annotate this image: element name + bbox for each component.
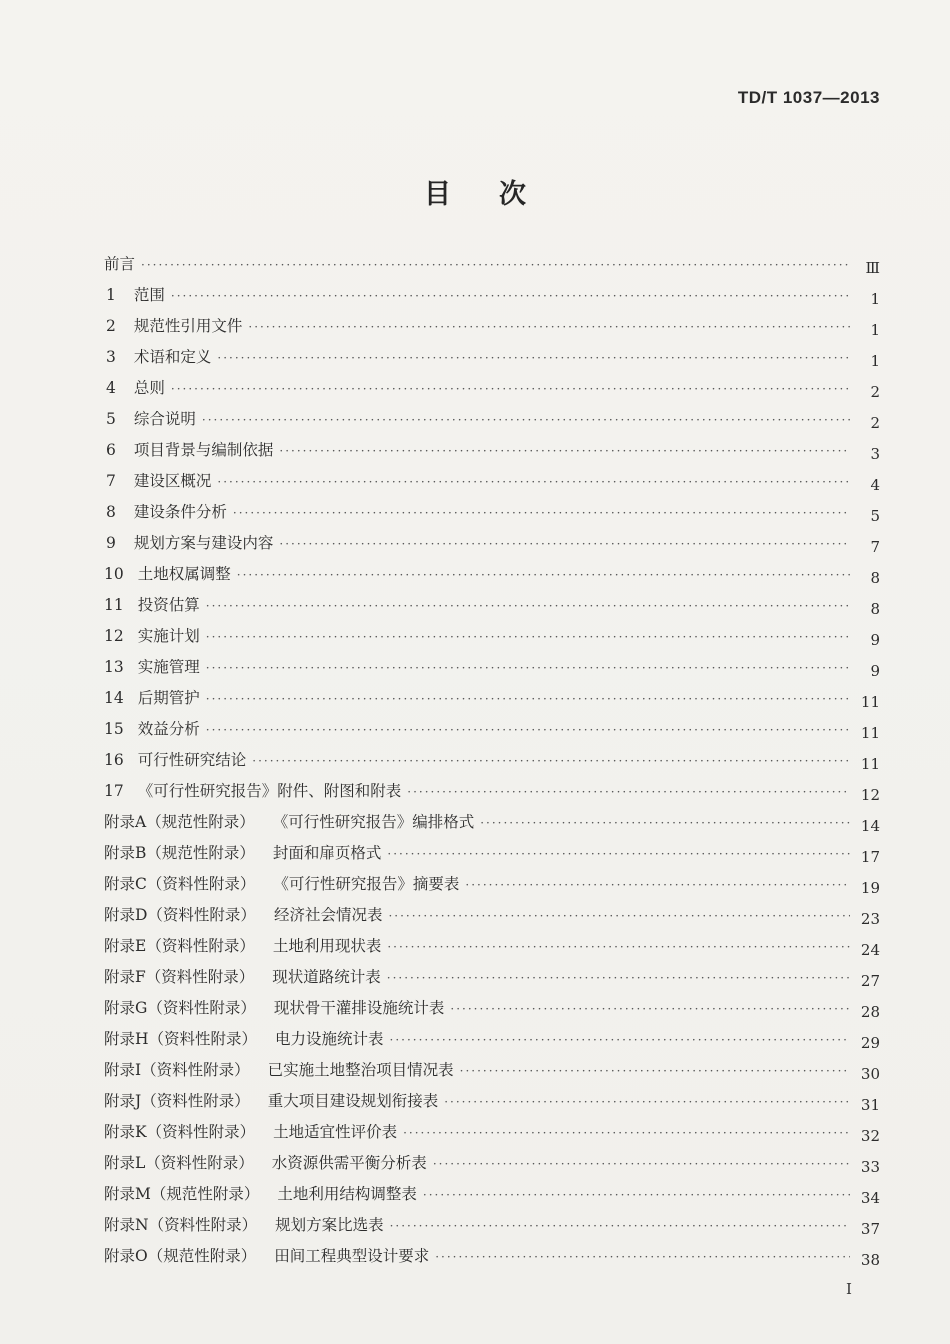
toc-entry-title: 《可行性研究报告》编排格式 xyxy=(272,813,475,831)
toc-entry-number: 9 xyxy=(106,534,116,552)
toc-entry-title: 土地适宜性评价表 xyxy=(273,1123,398,1141)
toc-leader-dots xyxy=(237,568,850,582)
toc-entry-number: 附录M（规范性附录） xyxy=(104,1185,260,1203)
toc-entry[interactable] xyxy=(104,748,880,779)
toc-entry[interactable] xyxy=(104,686,880,717)
toc-entry[interactable] xyxy=(104,717,880,748)
toc-entry-title: 规范性引用文件 xyxy=(133,317,243,335)
toc-entry-page: 1 xyxy=(870,321,880,339)
toc-entry-number: 14 xyxy=(104,689,124,707)
toc-entry[interactable] xyxy=(104,531,880,562)
toc-leader-dots xyxy=(423,1188,850,1202)
toc-entry[interactable] xyxy=(104,314,880,345)
toc-leader-dots xyxy=(444,1095,850,1109)
toc-entry-number: 7 xyxy=(106,472,116,490)
toc-leader-dots xyxy=(390,1033,850,1047)
toc-entry-title: 实施管理 xyxy=(137,658,200,676)
toc-entry-number: 5 xyxy=(106,410,116,428)
toc-leader-dots xyxy=(407,785,850,799)
toc-entry-title: 规划方案与建设内容 xyxy=(133,534,274,552)
toc-entry-title: 后期管护 xyxy=(137,689,200,707)
toc-entry-title: 电力设施统计表 xyxy=(275,1030,384,1048)
toc-entry-number: 2 xyxy=(106,317,116,335)
toc-entry-title: 实施计划 xyxy=(137,627,200,645)
toc-leader-dots xyxy=(450,1002,850,1016)
toc-entry-title: 重大项目建设规划衔接表 xyxy=(267,1092,439,1110)
toc-entry-number: 16 xyxy=(104,751,124,769)
toc-entry[interactable] xyxy=(104,1244,880,1275)
toc-entry-title: 《可行性研究报告》摘要表 xyxy=(273,875,460,893)
toc-leader-dots xyxy=(217,475,850,489)
toc-entry[interactable] xyxy=(104,283,880,314)
toc-entry-page: 11 xyxy=(860,693,880,711)
toc-entry-number: 附录B（规范性附录） xyxy=(104,844,255,862)
toc-entry-number: 6 xyxy=(106,441,116,459)
toc-entry-page: 9 xyxy=(870,662,880,680)
toc-entry-title: 项目背景与编制依据 xyxy=(133,441,274,459)
toc-entry-page: Ⅲ xyxy=(865,259,880,277)
toc-entry-number: 12 xyxy=(104,627,124,645)
toc-entry-title: 前言 xyxy=(104,255,136,273)
toc-entry-page: 12 xyxy=(860,786,880,804)
toc-entry-number: 附录O（规范性附录） xyxy=(104,1247,257,1265)
toc-entry[interactable] xyxy=(104,500,880,531)
toc-entry[interactable] xyxy=(104,407,880,438)
toc-entry[interactable] xyxy=(104,655,880,686)
toc-entry-page: 1 xyxy=(870,290,880,308)
toc-entry-number: 附录K（资料性附录） xyxy=(104,1123,256,1141)
toc-entry-title: 规划方案比选表 xyxy=(275,1216,384,1234)
toc-entry-number: 附录J（资料性附录） xyxy=(104,1092,250,1110)
toc-entry[interactable] xyxy=(104,252,880,283)
toc-leader-dots xyxy=(435,1250,850,1264)
toc-entry-number: 附录L（资料性附录） xyxy=(104,1154,254,1172)
toc-entry[interactable] xyxy=(104,624,880,655)
toc-entry[interactable] xyxy=(104,1058,880,1089)
toc-entry-title: 建设条件分析 xyxy=(133,503,227,521)
toc-entry-title: 土地利用现状表 xyxy=(272,937,382,955)
toc-entry-page: 28 xyxy=(860,1003,880,1021)
toc-entry-title: 效益分析 xyxy=(137,720,200,738)
toc-leader-dots xyxy=(465,878,850,892)
toc-entry-page: 29 xyxy=(860,1034,880,1052)
toc-entry[interactable] xyxy=(104,593,880,624)
toc-entry-title: 投资估算 xyxy=(137,596,200,614)
toc-entry-page: 19 xyxy=(860,879,880,897)
toc-entry-title: 已实施土地整治项目情况表 xyxy=(267,1061,454,1079)
toc-entry-page: 23 xyxy=(860,910,880,928)
toc-leader-dots xyxy=(252,754,850,768)
toc-leader-dots xyxy=(171,289,850,303)
toc-entry[interactable] xyxy=(104,903,880,934)
toc-list xyxy=(104,252,880,1275)
toc-entry[interactable] xyxy=(104,376,880,407)
toc-entry-number: 附录C（资料性附录） xyxy=(104,875,256,893)
toc-entry[interactable] xyxy=(104,934,880,965)
toc-entry-page: 27 xyxy=(860,972,880,990)
toc-leader-dots xyxy=(206,661,850,675)
toc-leader-dots xyxy=(480,816,850,830)
toc-entry[interactable] xyxy=(104,1027,880,1058)
toc-entry[interactable] xyxy=(104,1089,880,1120)
toc-leader-dots xyxy=(460,1064,850,1078)
toc-entry-page: 2 xyxy=(870,383,880,401)
toc-entry-title: 术语和定义 xyxy=(133,348,212,366)
toc-entry-title: 水资源供需平衡分析表 xyxy=(271,1154,427,1172)
toc-entry-title: 可行性研究结论 xyxy=(137,751,247,769)
toc-entry-title: 总则 xyxy=(133,379,165,397)
toc-entry-page: 33 xyxy=(860,1158,880,1176)
toc-entry-title: 土地利用结构调整表 xyxy=(277,1185,417,1203)
toc-entry[interactable] xyxy=(104,1151,880,1182)
toc-leader-dots xyxy=(388,909,850,923)
toc-entry-number: 附录I（资料性附录） xyxy=(104,1061,250,1079)
toc-entry-title: 现状骨干灌排设施统计表 xyxy=(273,999,445,1017)
toc-entry-page: 8 xyxy=(870,600,880,618)
toc-entry[interactable] xyxy=(104,779,880,810)
toc-entry-number: 4 xyxy=(106,379,116,397)
toc-entry-number: 附录E（资料性附录） xyxy=(104,937,255,955)
toc-entry[interactable] xyxy=(104,965,880,996)
toc-entry-page: 37 xyxy=(860,1220,880,1238)
toc-entry-number: 8 xyxy=(106,503,116,521)
toc-entry-page: 11 xyxy=(860,755,880,773)
toc-entry-number: 附录H（资料性附录） xyxy=(104,1030,258,1048)
toc-entry-page: 24 xyxy=(860,941,880,959)
toc-entry-page: 34 xyxy=(860,1189,880,1207)
toc-entry-number: 15 xyxy=(104,720,124,738)
toc-entry-page: 9 xyxy=(870,631,880,649)
toc-entry[interactable] xyxy=(104,1182,880,1213)
toc-leader-dots xyxy=(433,1157,850,1171)
toc-leader-dots xyxy=(206,630,850,644)
toc-leader-dots xyxy=(206,692,850,706)
toc-leader-dots xyxy=(217,351,850,365)
toc-entry-number: 10 xyxy=(104,565,124,583)
toc-entry[interactable] xyxy=(104,841,880,872)
toc-leader-dots xyxy=(202,413,850,427)
toc-entry-title: 经济社会情况表 xyxy=(273,906,383,924)
toc-entry-page: 1 xyxy=(870,352,880,370)
toc-entry-page: 31 xyxy=(860,1096,880,1114)
toc-entry[interactable] xyxy=(104,872,880,903)
toc-entry-number: 11 xyxy=(104,596,124,614)
toc-entry[interactable] xyxy=(104,345,880,376)
toc-entry-title: 田间工程典型设计要求 xyxy=(274,1247,430,1265)
toc-leader-dots xyxy=(206,723,850,737)
page-number: I xyxy=(846,1280,852,1298)
toc-leader-dots xyxy=(233,506,850,520)
toc-entry-title: 范围 xyxy=(133,286,165,304)
toc-leader-dots xyxy=(206,599,850,613)
toc-entry-page: 17 xyxy=(860,848,880,866)
toc-entry-title: 《可行性研究报告》附件、附图和附表 xyxy=(137,782,402,800)
toc-leader-dots xyxy=(390,1219,850,1233)
toc-entry-number: 13 xyxy=(104,658,124,676)
toc-entry-number: 附录D（资料性附录） xyxy=(104,906,256,924)
toc-entry[interactable] xyxy=(104,469,880,500)
toc-entry-page: 7 xyxy=(870,538,880,556)
toc-entry-title: 建设区概况 xyxy=(133,472,212,490)
toc-entry-number: 附录A（规范性附录） xyxy=(104,813,255,831)
toc-entry-title: 现状道路统计表 xyxy=(272,968,381,986)
toc-entry[interactable] xyxy=(104,996,880,1027)
toc-entry-number: 附录G（资料性附录） xyxy=(104,999,256,1017)
toc-entry[interactable] xyxy=(104,562,880,593)
toc-title: 目次 xyxy=(424,179,574,210)
toc-entry-number: 附录F（资料性附录） xyxy=(104,968,255,986)
toc-entry-title: 封面和扉页格式 xyxy=(272,844,382,862)
document-code: TD/T 1037—2013 xyxy=(737,88,880,107)
toc-leader-dots xyxy=(387,847,850,861)
toc-entry-page: 5 xyxy=(870,507,880,525)
toc-entry-page: 32 xyxy=(860,1127,880,1145)
toc-entry[interactable] xyxy=(104,438,880,469)
toc-entry-number: 17 xyxy=(104,782,124,800)
toc-leader-dots xyxy=(141,258,850,272)
toc-leader-dots xyxy=(279,444,850,458)
toc-entry-number: 附录N（资料性附录） xyxy=(104,1216,258,1234)
toc-entry-page: 2 xyxy=(870,414,880,432)
toc-leader-dots xyxy=(248,320,850,334)
toc-entry-page: 30 xyxy=(860,1065,880,1083)
toc-leader-dots xyxy=(387,940,850,954)
toc-entry-number: 3 xyxy=(106,348,116,366)
toc-entry-page: 8 xyxy=(870,569,880,587)
toc-leader-dots xyxy=(171,382,850,396)
toc-entry-page: 14 xyxy=(860,817,880,835)
toc-entry-page: 11 xyxy=(860,724,880,742)
toc-leader-dots xyxy=(279,537,850,551)
toc-entry-title: 土地权属调整 xyxy=(137,565,231,583)
toc-entry[interactable] xyxy=(104,1120,880,1151)
toc-leader-dots xyxy=(403,1126,850,1140)
toc-entry-title: 综合说明 xyxy=(133,410,196,428)
toc-entry-page: 38 xyxy=(860,1251,880,1269)
toc-entry-page: 3 xyxy=(870,445,880,463)
toc-entry[interactable] xyxy=(104,1213,880,1244)
toc-entry-page: 4 xyxy=(870,476,880,494)
toc-entry-number: 1 xyxy=(106,286,116,304)
toc-leader-dots xyxy=(387,971,850,985)
toc-entry[interactable] xyxy=(104,810,880,841)
